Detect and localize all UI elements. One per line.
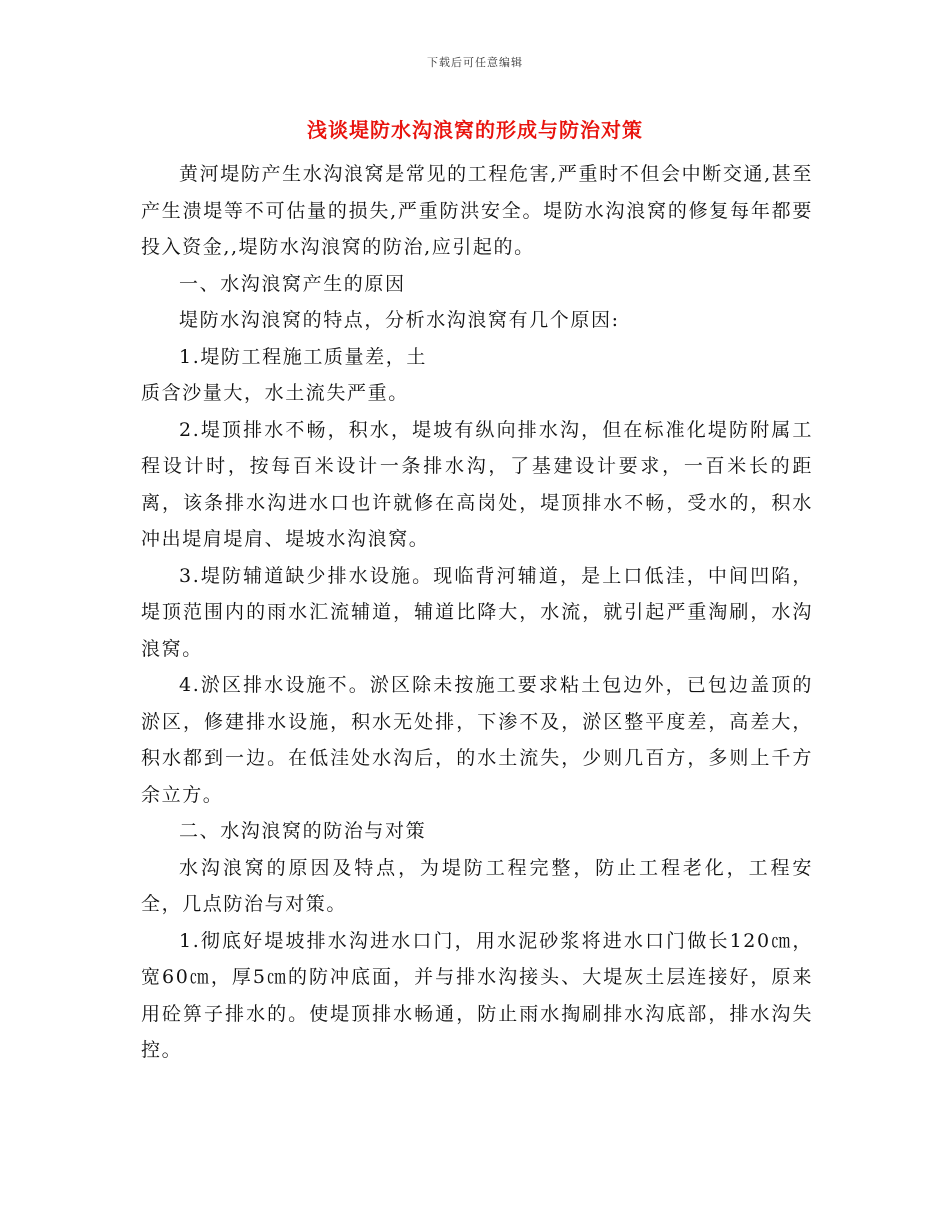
- section-heading-causes: 一、水沟浪窝产生的原因: [179, 272, 406, 295]
- paragraph-cause-2: 2.堤顶排水不畅，积水，堤坡有纵向排水沟，但在标准化堤防附属工程设计时，按每百米设计一条排水沟，了基建设计要求，一百米长的距离，该条排水沟进水口也许就修在高岗处，堤顶排水不畅，受水的，积水冲出堤肩堤肩、堤坡水沟浪窝。: [141, 418, 813, 550]
- paragraph-cause-3: 3.堤防辅道缺少排水设施。现临背河辅道，是上口低洼，中间凹陷，堤顶范围内的雨水汇流辅道，辅道比降大，水流，就引起严重淘刷，水沟浪窝。: [141, 564, 813, 660]
- paragraph-countermeasures-intro: 水沟浪窝的原因及特点，为堤防工程完整，防止工程老化，工程安全，几点防治与对策。: [141, 856, 813, 915]
- paragraph-cause-1: 1.堤防工程施工质量差，土: [179, 345, 427, 368]
- paragraph-cause-1-continued: 质含沙量大，水土流失严重。: [141, 382, 409, 404]
- header-note: 下载后可任意编辑: [427, 56, 523, 69]
- document-body: [141, 156, 813, 1069]
- paragraph-cause-4: 4.淤区排水设施不。淤区除未按施工要求粘土包边外，已包边盖顶的淤区，修建排水设施，积水无处排，下渗不及，淤区整平度差，高差大，积水都到一边。在低洼处水沟后，的水土流失，少则几百方，多则上千方余立方。: [141, 674, 813, 806]
- document-title: 浅谈堤防水沟浪窝的形成与防治对策: [307, 118, 643, 142]
- section-heading-countermeasures: 二、水沟浪窝的防治与对策: [179, 820, 427, 842]
- paragraph-intro: 黄河堤防产生水沟浪窝是常见的工程危害,严重时不但会中断交通,甚至产生溃堤等不可估量的损失,严重防洪安全。堤防水沟浪窝的修复每年都要投入资金,,堤防水沟浪窝的防治,应引起的。: [141, 163, 813, 258]
- paragraph-countermeasure-1: 1.彻底好堤坡排水沟进水口门，用水泥砂浆将进水口门做长120㎝，宽60㎝，厚5㎝的防冲底面，并与排水沟接头、大堤灰土层连接好，原来用砼箅子排水的。使堤顶排水畅通，防止雨水掏刷排水沟底部，排水沟失控。: [141, 929, 813, 1061]
- paragraph-causes-intro: 堤防水沟浪窝的特点，分析水沟浪窝有几个原因:: [179, 309, 620, 331]
